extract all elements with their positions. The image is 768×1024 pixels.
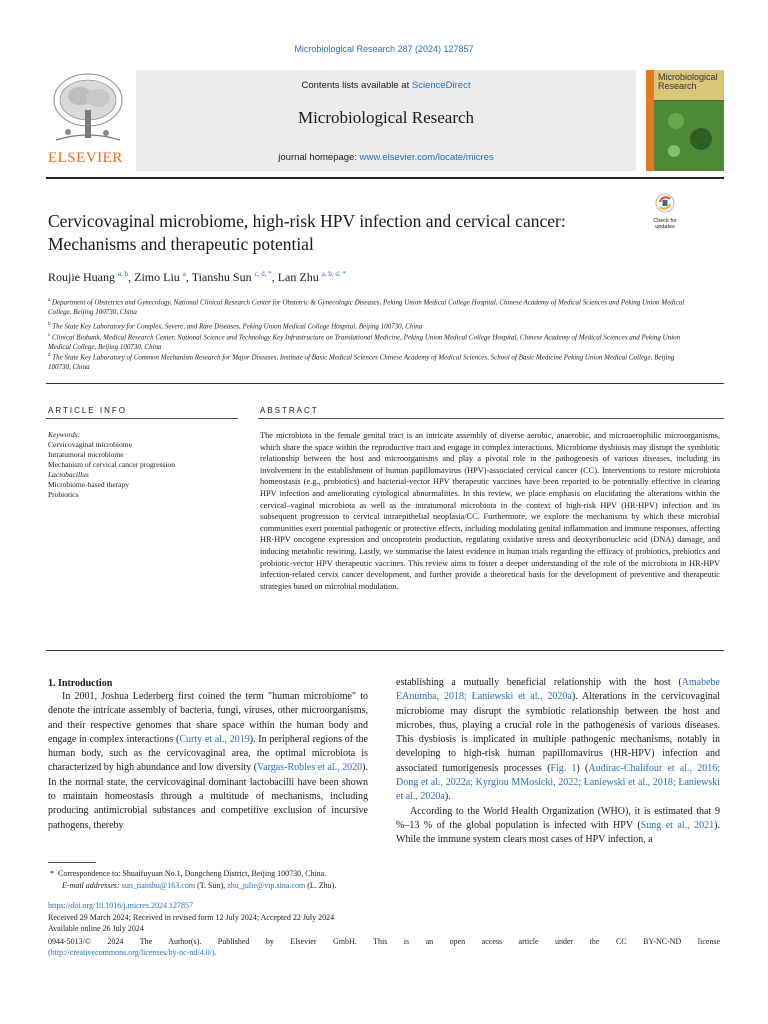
keyword: Cervicovaginal microbiome: [48, 440, 132, 449]
elsevier-wordmark: ELSEVIER: [48, 150, 123, 166]
license-link[interactable]: [48, 947, 720, 958]
email-link[interactable]: sun_tianshu@163.com: [121, 881, 196, 890]
keyword: Mechanism of cervical cancer progression: [48, 460, 176, 469]
citation-link[interactable]: Amabebe EAnumba, 2018; Łaniewski et al., 2020a: [396, 677, 720, 703]
masthead-center: [136, 70, 636, 171]
cover-image-icon: [646, 101, 724, 171]
elsevier-logo[interactable]: [46, 70, 126, 171]
author-affil-marker[interactable]: a: [182, 270, 186, 278]
check-updates-label: Check for updates: [653, 218, 677, 230]
info-rule: [46, 418, 238, 419]
body-text: ) (: [576, 762, 589, 774]
license-url[interactable]: (http://creativecommons.org/licenses/by-nc-nd/4.0/).: [48, 948, 217, 957]
body-text: ). In the normal state, the cervicovaginal dominant lactobacilli have been shown to maintain homeostasis through a multitude of mechanisms, including producing antimicrobial substances and competitive exclusion of incursive pathogens, thereby: [48, 762, 369, 831]
intro-left-column: [48, 690, 368, 833]
author-list: Roujie Huang $^{a, b}$, Zimo Liu $^a$, Tianshu Sun $^{c, d, *}$, Lan Zhu $^{a, b, d, *}$: [48, 270, 346, 284]
contents-prefix: Contents lists available at: [301, 80, 412, 91]
masthead-rule: [46, 177, 724, 179]
affiliation: [48, 320, 688, 331]
email-owner: (L. Zhu).: [305, 881, 337, 890]
citation-link[interactable]: Audirac-Chalifour et al., 2016; Dong et al., 2022a; Kyrgiou MMosicki, 2022; Łaniewski et al., 2018; Łaniewski et al., 2020a: [396, 762, 720, 803]
author-name[interactable]: Tianshu Sun: [191, 270, 252, 284]
affiliation: [48, 296, 688, 317]
paragraph: [396, 676, 720, 805]
header-rule: [46, 383, 724, 384]
keywords-label: Keywords:: [48, 430, 81, 439]
affiliation-text: The State Key Laboratory for Complex, Severe, and Rare Diseases, Peking Union Medical College Hospital, Beijing 100730, China: [52, 322, 423, 331]
citation-link[interactable]: Vargas-Robles et al., 2020: [257, 762, 363, 774]
body-text: establishing a mutually beneficial relationship with the host (: [396, 677, 682, 688]
doi-link[interactable]: [48, 900, 720, 911]
email-note: [62, 880, 336, 891]
cover-title: Microbiological Research: [658, 72, 718, 91]
affiliation: [48, 351, 688, 372]
license-line: 0944-5013/© 2024 The Author(s). Published by Elsevier GmbH. This is an open access article under the CC BY-NC-ND license: [48, 937, 720, 946]
affiliation-marker: d: [48, 353, 51, 358]
body-text: ). In peripheral regions of the human body, such as the cervicovaginal area, the optimal microbiota is characterized by high abundance and low diversity (: [48, 733, 368, 774]
abstract-heading: ABSTRACT: [260, 406, 319, 415]
homepage-line: [136, 152, 636, 163]
author-name[interactable]: Roujie Huang: [48, 270, 115, 284]
affiliation-text: Department of Obstetrics and Gynecology, National Clinical Research Center for Obstetric & Gynecologic Diseases, Peking Union Medical College Hospital, Chinese Academy of Medical Sciences and Peking Union Medical College, Beijing 100730, China: [48, 298, 685, 317]
footnote-marker: *: [50, 869, 58, 878]
footnote-rule: [48, 862, 96, 863]
author-affil-marker[interactable]: a, b: [118, 270, 129, 278]
abstract-rule: [258, 418, 724, 419]
available-online: Available online 26 July 2024: [48, 924, 144, 933]
affiliation-text: The State Key Laboratory of Common Mechanism Research for Major Diseases, Institute of Basic Medical Sciences Chinese Academy of Medical Sciences, School of Basic Medicine Peking Union Medical College, Beijing 100730, China: [48, 353, 675, 372]
author-name[interactable]: Lan Zhu: [277, 270, 319, 284]
homepage-prefix: journal homepage:: [278, 152, 360, 163]
section-heading-introduction: 1. Introduction: [48, 678, 113, 689]
check-updates-icon: [654, 193, 676, 213]
email-label: E-mail addresses:: [62, 881, 122, 890]
email-owner: (T. Sun),: [195, 881, 228, 890]
email-link[interactable]: zhu_julie@vip.sina.com: [227, 881, 306, 890]
author-affil-marker[interactable]: a, b, d, *: [321, 270, 346, 278]
affiliation: [48, 331, 688, 352]
intro-right-column: [396, 676, 720, 848]
affiliation-marker: b: [48, 322, 51, 327]
citation-link[interactable]: Curty et al., 2019: [179, 733, 250, 745]
article-title: Cervicovaginal microbiome, high-risk HPV infection and cervical cancer: Mechanisms and therapeutic potential: [48, 211, 566, 254]
body-text: In 2001, Joshua Lederberg first coined the term "human microbiome" to denote the intricate assembly of bacteria, fungi, viruses, other microorganisms, and their respective genomes that share space within the human body and engage in complex interactions (: [48, 691, 368, 745]
paragraph: [48, 690, 368, 833]
abstract-bottom-rule: [46, 650, 724, 651]
elsevier-tree-icon: [46, 70, 126, 148]
running-header[interactable]: Microbiological Research 287 (2024) 127857: [294, 44, 474, 54]
journal-title: Microbiological Research: [297, 108, 475, 127]
article-info-heading: ARTICLE INFO: [48, 406, 127, 415]
doi-text[interactable]: https://doi.org/10.1016/j.micres.2024.127857: [48, 901, 193, 910]
author-name[interactable]: Zimo Liu: [134, 270, 180, 284]
received-dates: Received 29 March 2024; Received in revised form 12 July 2024; Accepted 22 July 2024: [48, 913, 335, 922]
journal-masthead: [46, 70, 724, 172]
body-text: ).: [444, 791, 451, 803]
keywords-block: [48, 430, 238, 500]
journal-cover[interactable]: [646, 70, 724, 171]
abstract-text: The microbiota in the female genital tract is an intricate assembly of diverse aerobic, anaerobic, and microaerophilic microorganisms, which share the space within the reproductive tract and engage in complex interactions. Microbiome dysbiosis may disrupt the symbiotic relationship between the host and microorganisms and play a pivotal role in the pathogenesis of various diseases, including its involvement in the establishment of human papillomavirus (HPV)-associated cervical cancer (CC). Interventions to restore microbiota homeostasis (e.g., probiotics) and bacterial-vector HPV therapeutic vaccines have been reported to be potentially effective in clearing HPV infection and ameliorating cytological abnormalities. In this review, we place emphasis on elucidating the alterations within the cervical–vaginal microbiota as well as the intratumoral microbiota in the context of high-risk HPV (HR-HPV) infection and its subsequent progression to cervical intraepithelial neoplasia/CC. Furthermore, we explore the mechanisms by which these microbial communities exert potential pathogenic or protective effects, including modulating genital inflammation and immune responses, affecting HR-HPV oncogene expression and oncoprotein production, regulating oxidative stress and deoxyribonucleic acid (DNA) damage, and inducing metabolic rewiring. Lastly, we summarise the latest evidence in human trials regarding the efficacy of probiotics, prebiotics and probiotic-vector HPV therapeutic vaccines. This review aims to foster a deeper understanding of the role of the microbiota in HR-HPV infection-related cervix cancer development, and further provide a theoretical basis for the development of preventive and therapeutic strategies based on microbial modulation.: [260, 431, 720, 591]
keyword: Intratumoral microbiome: [48, 450, 124, 459]
correspondence-text: Correspondence to: Shuaifuyuan No.1, Dongcheng District, Beijing 100730, China.: [58, 869, 327, 878]
sciencedirect-link[interactable]: ScienceDirect: [411, 80, 471, 91]
citation-link[interactable]: Fig. 1: [550, 762, 577, 774]
author-affil-marker[interactable]: c, d, *: [254, 270, 272, 278]
keyword: Lactobacillus: [48, 470, 89, 479]
correspondence-note: [50, 868, 326, 879]
citation-link[interactable]: Sung et al., 2021: [640, 819, 715, 831]
body-text: ). Alterations in the cervicovaginal microbiome may disrupt the symbiotic relationship between the host and microbes, thus, playing a crucial role in the pathogenesis of various diseases. This dysbiosis is implicated in multiple pathogenic mechanisms, notably in developing to high-risk human papillomavirus (HR-HPV) infection and associated tumorigenesis processes (: [396, 691, 720, 774]
paragraph: [396, 805, 720, 848]
affiliation-marker: c: [48, 333, 51, 338]
affiliation-text: Clinical Biobank, Medical Research Center, National Science and Technology Key Infrastructure on Translational Medicine, Peking Union Medical College Hospital, Chinese Academy of Medical Sciences and Peking Union Medical College, Beijing 100730, China: [48, 333, 681, 352]
keyword: Probiotics: [48, 490, 79, 499]
keyword: Microbiome-based therapy: [48, 480, 130, 489]
affiliation-marker: a: [48, 298, 51, 303]
homepage-link[interactable]: www.elsevier.com/locate/micres: [359, 152, 494, 163]
check-for-updates-badge[interactable]: [648, 193, 682, 229]
body-text: ). While the immune system clears most cases of HPV infection, a: [396, 819, 720, 846]
contents-line: [136, 80, 636, 91]
body-text: According to the World Health Organization (WHO), it is estimated that 9 %–13 % of the global population is infected with HPV (: [396, 805, 720, 831]
